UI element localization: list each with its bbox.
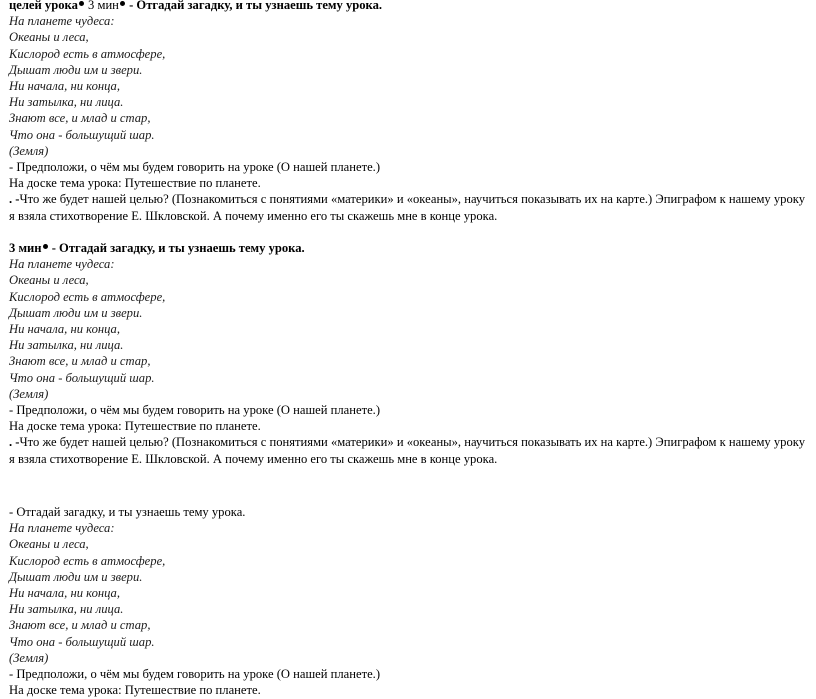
- block1-header-time: 3 мин: [84, 0, 119, 12]
- poem-line: Ни затылка, ни лица.: [9, 602, 124, 617]
- poem-line: На планете чудеса:: [9, 257, 115, 272]
- block3-board-topic: На доске тема урока: Путешествие по планете.: [9, 683, 261, 698]
- poem-line: Знают все, и млад и стар,: [9, 354, 151, 369]
- block2-riddle-poem: [9, 256, 809, 402]
- spacer: [9, 467, 809, 483]
- poem-line: На планете чудеса:: [9, 521, 115, 536]
- poem-line: Ни начала, ни конца,: [9, 79, 121, 94]
- bullet-dot-icon: [120, 1, 125, 6]
- riddle-answer: (Земля): [9, 386, 49, 401]
- poem-line: Что она - большущий шар.: [9, 127, 155, 142]
- poem-line: Ни начала, ни конца,: [9, 586, 121, 601]
- poem-line: Дышат люди им и звери.: [9, 569, 143, 584]
- block1-goal-paragraph: [9, 191, 809, 223]
- poem-line: Дышат люди им и звери.: [9, 305, 143, 320]
- block3-riddle-poem: [9, 520, 809, 666]
- block3-question: - Предположи, о чём мы будем говорить на уроке (О нашей планете.): [9, 667, 381, 682]
- goal-prefix: . -: [9, 435, 20, 450]
- poem-line: Знают все, и млад и стар,: [9, 618, 151, 633]
- bullet-dot-icon: [79, 1, 84, 6]
- block1-question: - Предположи, о чём мы будем говорить на уроке (О нашей планете.): [9, 160, 381, 175]
- spacer: [9, 483, 809, 504]
- poem-line: Океаны и леса,: [9, 537, 89, 552]
- poem-line: Океаны и леса,: [9, 30, 89, 45]
- poem-line: Океаны и леса,: [9, 273, 89, 288]
- poem-line: Что она - большущий шар.: [9, 370, 155, 385]
- poem-line: На планете чудеса:: [9, 14, 115, 29]
- poem-line: Кислород есть в атмосфере,: [9, 289, 166, 304]
- block1-board-topic: На доске тема урока: Путешествие по планете.: [9, 176, 261, 191]
- block2-board-topic: На доске тема урока: Путешествие по планете.: [9, 419, 261, 434]
- riddle-answer: (Земля): [9, 143, 49, 158]
- block1-header: [9, 0, 809, 13]
- goal-prefix: . -: [9, 192, 20, 207]
- poem-line: Кислород есть в атмосфере,: [9, 553, 166, 568]
- bullet-dot-icon: [43, 244, 48, 249]
- block2-header: [9, 240, 809, 256]
- document-body: [9, 0, 809, 699]
- spacer: [9, 224, 809, 240]
- riddle-answer: (Земля): [9, 650, 49, 665]
- poem-line: Кислород есть в атмосфере,: [9, 46, 166, 61]
- block2-header-task: - Отгадай загадку, и ты узнаешь тему урока.: [48, 241, 305, 256]
- goal-text: Что же будет нашей целью? (Познакомиться с понятиями «материки» и «океаны», научиться показывать их на карте.) Эпиграфом к нашему уроку я взяла стихотворение Е. Шкловской. А почему именно его ты скажешь мне в конце урока.: [9, 435, 806, 466]
- poem-line: Ни затылка, ни лица.: [9, 95, 124, 110]
- block1-header-task: - Отгадай загадку, и ты узнаешь тему урока.: [125, 0, 383, 12]
- block1-header-lead: целей урока: [9, 0, 78, 12]
- block1-riddle-poem: [9, 13, 809, 159]
- poem-line: Знают все, и млад и стар,: [9, 111, 151, 126]
- poem-line: Ни начала, ни конца,: [9, 322, 121, 337]
- poem-line: Что она - большущий шар.: [9, 634, 155, 649]
- poem-line: Ни затылка, ни лица.: [9, 338, 124, 353]
- poem-line: Дышат люди им и звери.: [9, 62, 143, 77]
- block3-header: - Отгадай загадку, и ты узнаешь тему урока.: [9, 505, 246, 520]
- block2-question: - Предположи, о чём мы будем говорить на уроке (О нашей планете.): [9, 403, 381, 418]
- goal-text: Что же будет нашей целью? (Познакомиться с понятиями «материки» и «океаны», научиться показывать их на карте.) Эпиграфом к нашему уроку я взяла стихотворение Е. Шкловской. А почему именно его ты скажешь мне в конце урока.: [9, 192, 806, 223]
- block2-goal-paragraph: [9, 434, 809, 466]
- block2-header-time: 3 мин: [9, 241, 42, 256]
